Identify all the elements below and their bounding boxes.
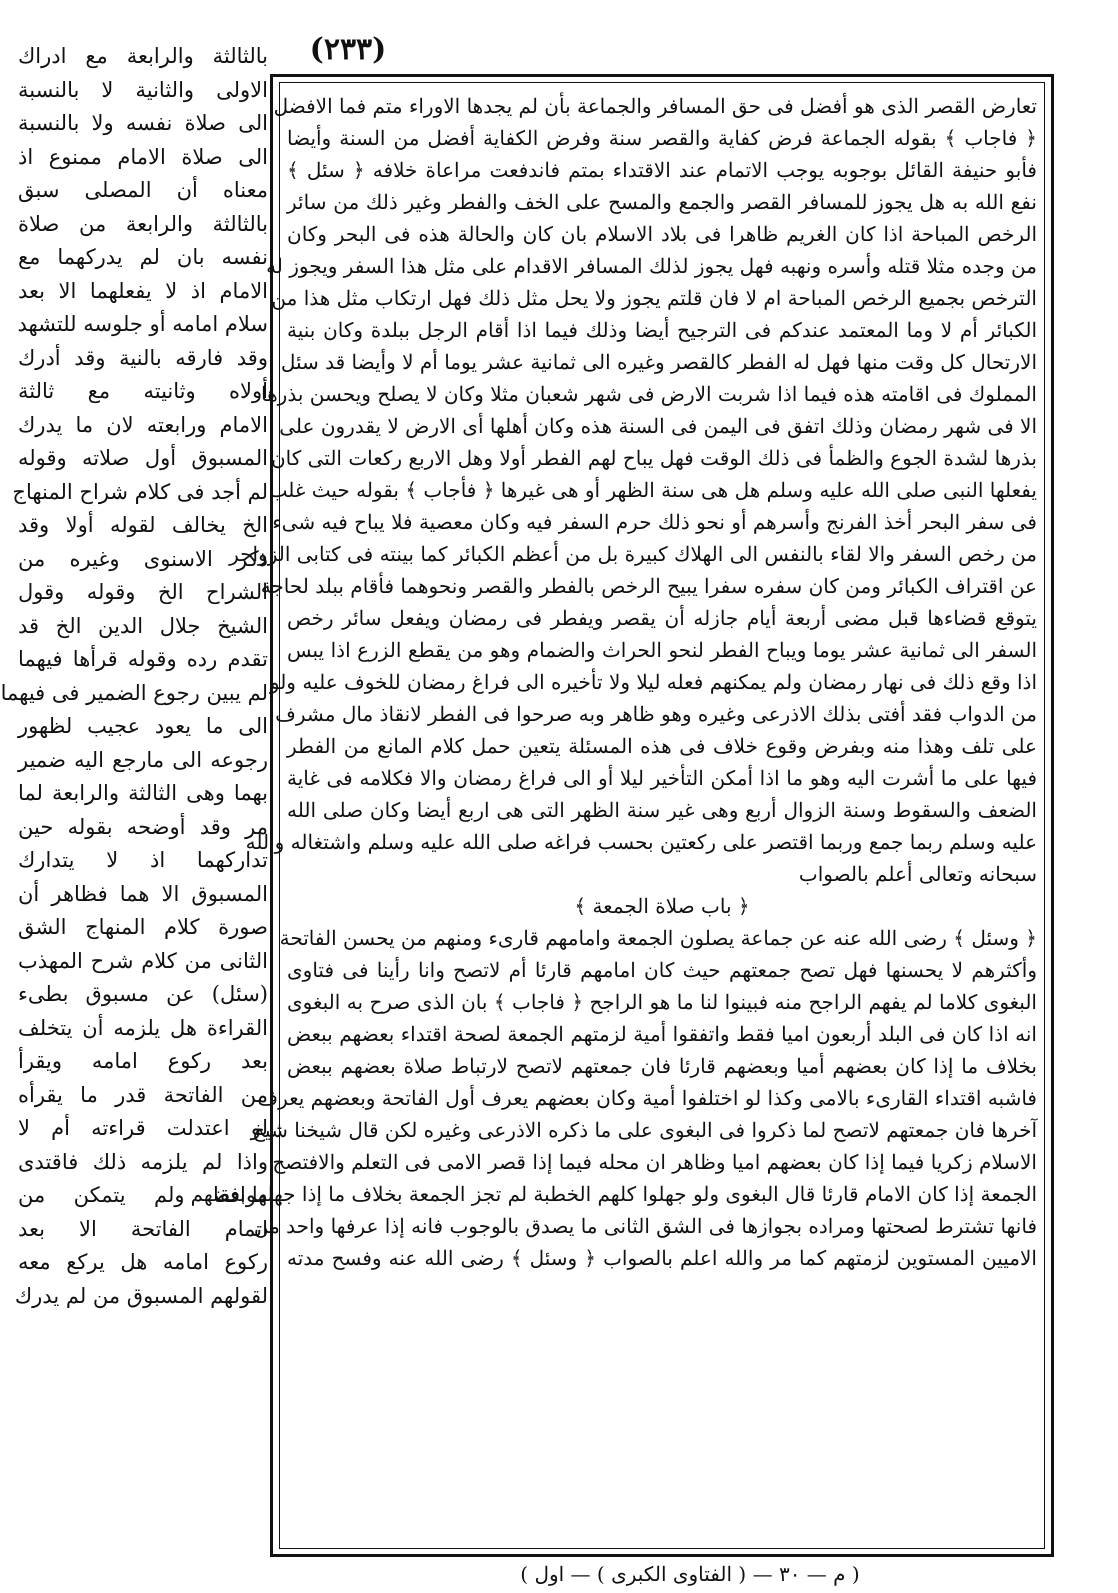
- side-text-line: الامام ورابعته لان ما يدرك: [18, 412, 268, 437]
- side-text-line: الاولى والثانية لا بالنسبة: [18, 77, 268, 102]
- body-text-line: الضعف والسقوط وسنة الزوال أربع وهى غير سنة الظهر التى هى اربع أيضا وكان صلى الله: [287, 798, 1037, 822]
- body-text-line: ﴿ وسئل ﴾ رضى الله عنه عن جماعة يصلون الجمعة وامامهم قارىء ومنهم من يحسن الفاتحة: [279, 926, 1037, 950]
- side-text-line: أولاه وثانيته مع ثالثة: [18, 379, 268, 403]
- side-text-line: بالثالثة والرابعة من صلاة: [18, 211, 268, 236]
- body-text-line: الاميين المستوين لزمتهم كما مر والله اعلم بالصواب ﴿ وسئل ﴾ رضى الله عنه وفسح مدته: [287, 1246, 1037, 1270]
- body-text-line: من الدواب فقد أفتى بذلك الاذرعى وغيره وهو ظاهر وبه صرحوا فى الفطر لانقاذ مال مشرف: [275, 702, 1037, 726]
- side-text-line: بعد ركوع امامه ويقرأ: [18, 1049, 268, 1073]
- body-text-line: الترخص بجميع الرخص المباحة ام لا فان قلتم يجوز ولا يحل مثل ذلك فهل ارتكاب مثل هذا من: [271, 286, 1037, 310]
- footer-signature: ( م — ٣٠ — ( الفتاوى الكبرى ) — اول ): [520, 1562, 860, 1586]
- side-text-line: ذكر الاسنوى وغيره من: [18, 546, 268, 571]
- side-text-line: من الفاتحة قدر ما يقرأه: [18, 1082, 268, 1107]
- body-text-line: عليه وسلم ربما جمع وربما اقتصر على ركعتين بحسب فراغه صلى الله عليه وسلم واشتغاله والله: [245, 830, 1037, 854]
- side-text-line: تداركهما اذ لا يتدارك: [18, 848, 268, 872]
- body-text-line: فأبو حنيفة القائل بوجوبه يوجب الاتمام عند الاقتداء بمتم فاندفعت مراعاة خلافه ﴿ سئل ﴾: [287, 158, 1037, 182]
- body-text-line: فانها تشترط لصحتها ومراده بجوازها فى الشق الثانى ما يصدق بالوجوب فانه إذا عرفها واحد من: [253, 1214, 1037, 1238]
- side-text-line: معناه أن المصلى سبق: [18, 178, 268, 202]
- side-text-line: الى صلاة الامام ممنوع اذ: [18, 144, 268, 169]
- body-text-line: آخرها فان جمعتهم لاتصح لما ذكروا فى البغوى على ما ذكره الاذرعى وغيره لكن قال شيخنا شيخ: [252, 1118, 1037, 1142]
- side-text-line: المسبوق أول صلاته وقوله: [18, 446, 268, 470]
- side-text-line: رجوعه الى مارجع اليه ضمير: [18, 747, 268, 772]
- body-text-line: المملوك فى اقامته هذه فيما اذا شربت الارض فى شهر شعبان مثلا وكان لا يصلح ويحسن بذرها: [261, 382, 1037, 406]
- body-text-line: يفعلها النبى صلى الله عليه وسلم هل هى سنة الظهر أو هى غيرها ﴿ فأجاب ﴾ بقوله حيث غلب: [268, 478, 1037, 502]
- side-text-line: المسبوق الا هما فظاهر أن: [18, 881, 268, 906]
- body-text-line: الارتحال كل وقت منها فهل له الفطر كالقصر وغيره الى ثمانية عشر يوما أم لا وأيضا قد سئل: [280, 350, 1037, 374]
- main-text: [190, 90, 1037, 1274]
- body-text-line: فى سفر البحر أخذ الفرنج وأسرهم أو نحو ذلك حرم السفر فيه وكان معصية فلا يباح فيه شىء: [272, 510, 1037, 534]
- side-text-line: نفسه بان لم يدركهما مع: [18, 245, 268, 269]
- body-text-line: الكبائر أم لا وما المعتمد عندكم فى الترجيح أيضا وذلك فيما اذا أقام الرجل ببلدة وكان بنية: [287, 318, 1037, 342]
- side-text-line: مر وقد أوضحه بقوله حين: [18, 814, 268, 839]
- body-text-line: عن اقتراف الكبائر ومن كان سفره سفرا يبيح الرخص بالفطر والقصر ونحوهما فأقام ببلد لحاجة: [260, 574, 1037, 598]
- side-text-line: الى صلاة نفسه ولا بالنسبة: [18, 111, 268, 135]
- body-text-line: وأكثرهم لا يحسنها فهل تصح جمعتهم حيث كان امامهم قارئا أم لاتصح وانا رأينا فى فتاوى: [287, 958, 1037, 982]
- side-text-line: اتمام الفاتحة الا بعد: [18, 1216, 268, 1241]
- body-text-line: الرخص المباحة اذا كان الغريم ظاهرا فى بلاد الاسلام بان كان والحالة هذه فى البحر وكان: [287, 222, 1037, 246]
- side-text-line: صورة كلام المنهاج الشق: [18, 915, 268, 939]
- body-text-line: ﴿ فاجاب ﴾ بقوله الجماعة فرض كفاية والقصر سنة وفرض الكفاية أفضل من السنة وأيضا: [287, 126, 1037, 150]
- body-text-line: من رخص السفر والا لقاء بالنفس الى الهلاك كبيرة بل من أعظم الكبائر كما بينته فى كتابى الزواجر: [229, 542, 1037, 566]
- body-text-line: من وجده مثلا قتله وأسره ونهبه فهل يجوز لذلك المسافر الاقدام على مثل هذا السفر ويجوز له: [266, 254, 1037, 278]
- body-text-line: فيها على ما أشرت اليه وهو ما اذا أمكن التأخير ليلا أو الى فراغ رمضان والا فكلامه فى غاية: [287, 766, 1037, 790]
- side-text-line: وقد فارقه بالنية وقد أدرك: [18, 345, 268, 370]
- body-text-line: بذرها لشدة الجوع والظمأ فى ذلك الوقت فهل يباح لهم الفطر أولا وهل الاربع ركعات التى كان: [270, 446, 1037, 470]
- side-text-line: الى ما يعود عجيب لظهور: [18, 714, 268, 738]
- side-text-line: لقولهم المسبوق من لم يدرك: [14, 1283, 268, 1308]
- side-text-line: ركوع امامه هل يركع معه: [18, 1250, 268, 1274]
- side-text-line: الثانى من كلام شرح المهذب: [18, 948, 268, 973]
- body-text-line: السفر الى ثمانية عشر يوما ويباح الفطر لنحو الحراث والضمام وهو من يقطع الزرع اذا يبس: [287, 638, 1037, 662]
- body-text-line: البغوى كلاما لم يفهم الراجح منه فبينوا لنا ما هو الراجح ﴿ فاجاب ﴾ بان الذى صرح به البغوى: [287, 990, 1037, 1014]
- body-text-line: الاسلام زكريا فيما إذا كان بعضهم اميا وظاهر ان محله فيما إذا قصر الامى فى التعلم والافتصح: [272, 1150, 1037, 1174]
- body-text-line: على تلف وهذا منه وبفرض وقوع خلاف فى هذه المسئلة يتعين حمل كلام المانع من الفطر: [287, 734, 1037, 758]
- side-text-line: الشراح الخ وقوله وقول: [18, 580, 268, 604]
- side-text-line: لم يبين رجوع الضمير فى فيهما: [0, 680, 268, 705]
- side-text-line: (سئل) عن مسبوق بطىء: [18, 982, 268, 1006]
- side-text-line: بالثالثة والرابعة مع ادراك: [18, 44, 268, 68]
- body-text-line: انه اذا كان فى البلد أربعون اميا فقط واتفقوا أمية لزمتهم الجمعة لصحة اقتداء بعضهم ببعض: [287, 1022, 1037, 1046]
- side-text-line: بهما وهى الثالثة والرابعة لما: [18, 781, 268, 805]
- body-text-line: سبحانه وتعالى أعلم بالصواب: [798, 862, 1037, 886]
- side-text-line: لم أجد فى كلام شراح المنهاج: [12, 479, 268, 504]
- body-text-line: بخلاف ما إذا كان بعضهم أميا وبعضهم قارئا فان جمعتهم لاتصح لارتباط صلاة بعضهم ببعض: [287, 1054, 1037, 1078]
- side-text-line: الخ يخالف لقوله أولا وقد: [18, 513, 268, 537]
- side-text-line: القراءة هل يلزمه أن يتخلف: [18, 1015, 268, 1040]
- page-number: (٢٣٣): [309, 32, 387, 67]
- body-text-line: نفع الله به هل يجوز للمسافر القصر والجمع والمسح على الخف والفطر وغير ذلك من سائر: [287, 190, 1037, 214]
- body-text-line: اذا وقع ذلك فى نهار رمضان ولم يمكنهم فعله ليلا ولا تأخيره الى فراغ رمضان للخوف عليه ولو: [269, 670, 1037, 694]
- side-commentary: [0, 40, 268, 1313]
- body-text-line: الا فى شهر رمضان وذلك اتفق فى اليمن فى السنة هذه وكان أهلها أى الارض لا يقدرون على: [279, 414, 1037, 438]
- body-text-line: الجمعة إذا كان الامام قارئا قال البغوى ولو جهلوا كلهم الخطبة لم تجز الجمعة بخلاف ما إذا جهلها بعضهم: [190, 1182, 1037, 1206]
- side-text-line: لو اعتدلت قراءته أم لا: [18, 1116, 268, 1140]
- side-text-line: الامام اذ لا يفعلهما الا بعد: [18, 278, 268, 303]
- side-text-line: تقدم رده وقوله قرأها فيهما: [18, 647, 268, 671]
- side-text-line: الشيخ جلال الدين الخ قد: [18, 613, 268, 638]
- section-heading: ﴿ باب صلاة الجمعة ﴾: [574, 894, 750, 918]
- side-text-line: سلام امامه أو جلوسه للتشهد: [17, 312, 268, 336]
- body-text-line: تعارض القصر الذى هو أفضل فى حق المسافر والجماعة بأن لم يجدها الاوراء متم فما الافضل: [273, 94, 1037, 118]
- body-text-line: يتوقع قضاءها قبل مضى أربعة أيام جازله أن يقصر ويفطر فى رمضان ويفعل سائر رخص: [287, 606, 1037, 630]
- body-text-line: فاشبه اقتداء القارىء بالامى وكذا لو اختلفوا أمية وكان بعضهم يعرف أول الفاتحة وبعضهم يعرف: [257, 1086, 1037, 1110]
- side-text-line: موافقا ولم يتمكن من: [18, 1183, 268, 1207]
- side-text-line: واذا لم يلزمه ذلك فاقتدى: [18, 1149, 268, 1174]
